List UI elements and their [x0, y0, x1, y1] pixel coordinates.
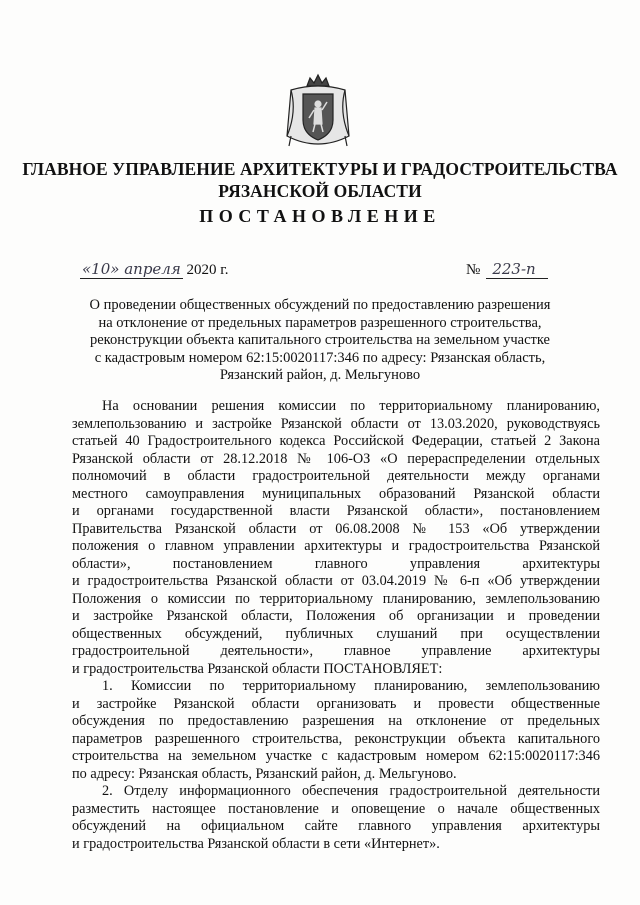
body-line: параметров разрешенного строительства, реконструкции объекта капитального [72, 730, 600, 747]
body-line: обсуждения по предоставлению разрешения на отклонение от предельных [72, 713, 600, 729]
subject-line: реконструкции объекта капитального строительства на земельном участке [90, 332, 550, 349]
body-line: местного самоуправления муниципальных образований Рязанской области [72, 485, 600, 502]
document-subject [72, 297, 568, 385]
body-line: области», постановлением главного управления архитектуры [72, 555, 600, 572]
body-line: градостроительной деятельности», главное управление архитектуры [72, 643, 600, 659]
body-line: и застройке Рязанской области, Положения об организации и проведении [72, 608, 600, 624]
document-number [466, 260, 548, 279]
body-line: На основании решения комиссии по территориальному планированию, [102, 398, 600, 414]
body-line: полномочий в области градостроительной деятельности между органами [72, 468, 600, 484]
body-line: по адресу: Рязанская область, Рязанский район, д. Мельгуново. [72, 765, 457, 782]
body-line: Рязанской области от 28.12.2018 № 106-ОЗ «О перераспределении отдельных [72, 450, 600, 467]
body-line: строительства на земельном участке с кадастровым номером 62:15:0020117:346 [72, 748, 600, 764]
subject-line: Рязанский район, д. Мельгуново [219, 367, 421, 384]
subject-line: с кадастровым номером 62:15:0020117:346 по адресу: Рязанская область, [94, 349, 546, 366]
number-label: № [466, 262, 481, 278]
document-type: ПОСТАНОВЛЕНИЕ [199, 206, 441, 226]
body-line: 1. Комиссии по территориальному планированию, землепользованию [102, 678, 600, 694]
body-line: положения о главном управлении архитектуры и градостроительства Рязанской [72, 538, 600, 554]
organization-region: РЯЗАНСКОЙ ОБЛАСТИ [218, 181, 422, 201]
handwritten-number: 223-п [486, 260, 548, 279]
handwritten-date: «10» апреля [82, 260, 181, 278]
body-line: и градостроительства Рязанской области от 03.04.2019 № 6-п «Об утверждении [72, 573, 600, 589]
body-line: общественных обсуждений, публичных слушаний при осуществлении [72, 625, 600, 642]
body-line: землепользованию и застройке Рязанской области от 13.03.2020, руководствуясь [72, 415, 600, 432]
body-line: и градостроительства Рязанской области в сети «Интернет». [72, 835, 440, 852]
body-line: обсуждений на официальном сайте главного управления архитектуры [72, 818, 600, 834]
body-line: и застройке Рязанской области организовать и провести общественные [72, 695, 600, 712]
body-line: статьей 40 Градостроительного кодекса Российской Федерации, статьей 2 Закона [72, 433, 600, 449]
date-year: 2020 г. [186, 262, 229, 278]
body-line: разместить настоящее постановление и оповещение о начале общественных [72, 800, 600, 817]
subject-line: О проведении общественных обсуждений по предоставлению разрешения [89, 297, 551, 313]
document-body [72, 398, 600, 853]
body-line: Положения о комиссии по территориальному планированию, землепользованию [72, 590, 600, 607]
body-line: Правительства Рязанской области от 06.08.2008 № 153 «Об утверждении [72, 520, 600, 537]
body-line: 2. Отделу информационного обеспечения градостроительной деятельности [102, 783, 600, 799]
organization-name: ГЛАВНОЕ УПРАВЛЕНИЕ АРХИТЕКТУРЫ И ГРАДОСТРОИТЕЛЬСТВА [22, 159, 618, 179]
body-line: и органами государственной власти Рязанской области», постановлением [72, 503, 600, 519]
subject-line: на отклонение от предельных параметров разрешенного строительства, [98, 314, 542, 331]
document-date [80, 260, 229, 279]
coat-of-arms-emblem [277, 72, 359, 154]
body-line: и градостроительства Рязанской области ПОСТАНОВЛЯЕТ: [72, 660, 443, 677]
